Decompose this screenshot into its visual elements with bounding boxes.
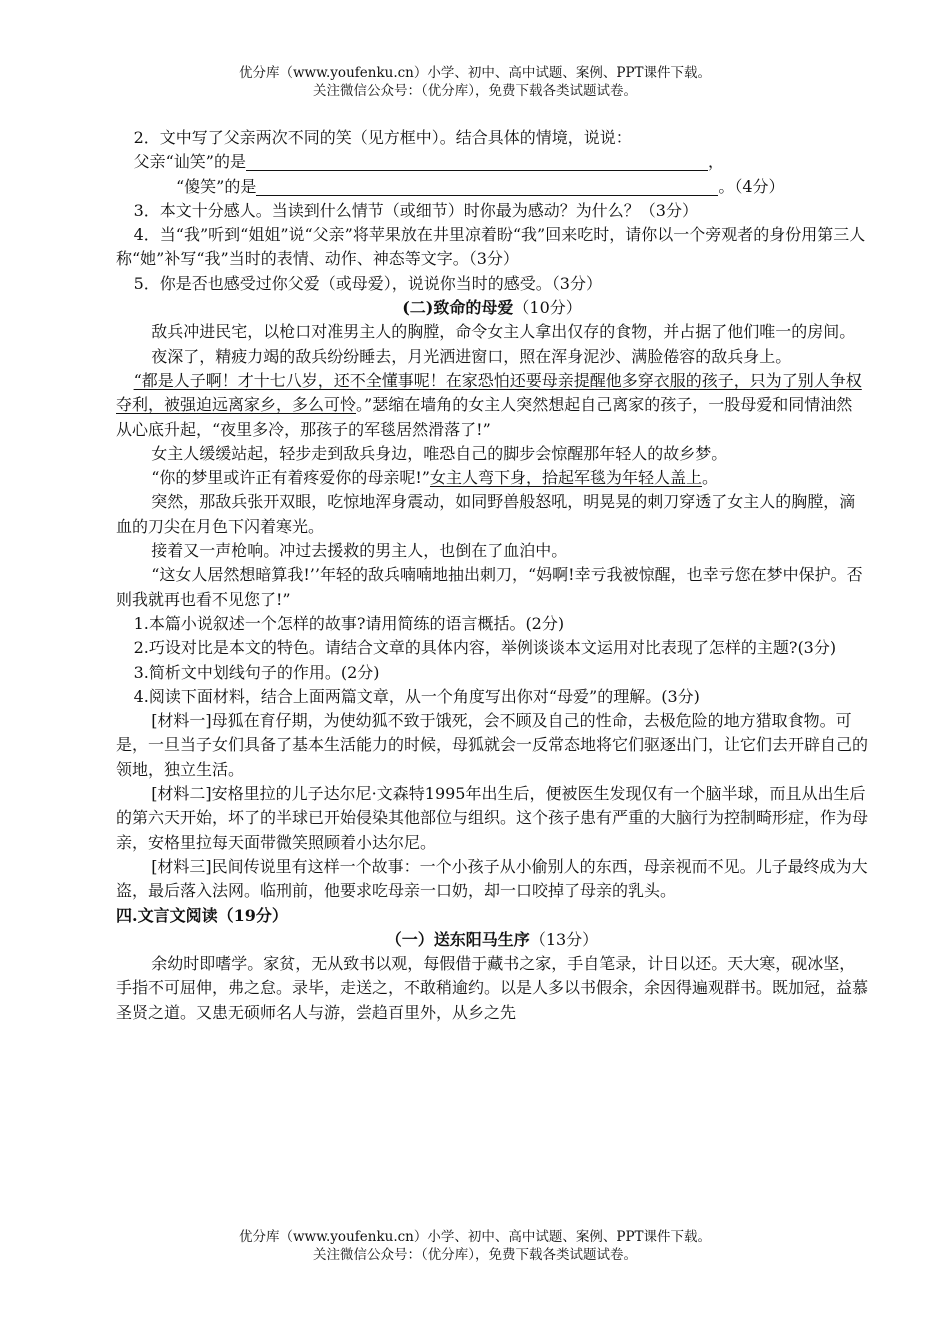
story-paragraph-7: 接着又一声枪响。冲过去援救的男主人，也倒在了血泊中。: [151, 541, 568, 561]
material-2: [材料二]安格里拉的儿子达尔尼·文森特1995年出生后，便被医生发现仅有一个脑半球，而且从出生后的第六天开始，坏了的半球已开始侵染其他部位与组织。这个孩子患有严重的大脑行为控制畸形症，作为母亲，安格里拉每天面带微笑照顾着小达尔尼。: [116, 784, 869, 852]
section-heading-4: 四.文言文阅读（19分）: [116, 905, 288, 925]
material-1: [材料一]母狐在育仔期，为使幼狐不致于饿死，会不顾及自己的性命，去极危险的地方猎取食物。可是，一旦当子女们具备了基本生活能力的时候，母狐就会一反常态地将它们驱逐出门，让它们去开辟自己的领地，独立生活。: [116, 711, 869, 779]
question-2b-row: [116, 175, 868, 199]
story-paragraph-1: 敌兵冲进民宅，以枪口对准男主人的胸膛，命令女主人拿出仅存的食物，并占据了他们唯一的房间。: [151, 322, 856, 342]
section-title-2: [116, 296, 868, 320]
answer-blank-2a[interactable]: [246, 152, 708, 171]
question-4: 4．当“我”听到“姐姐”说“父亲”将苹果放在井里凉着盼“我”回来吃时，请你以一个旁观者的身份用第三人称“她”补写“我”当时的表情、动作、神态等文字。（3分）: [116, 225, 866, 269]
story-paragraph-6: 突然，那敌兵张开双眼，吃惊地浑身震动，如同野兽般怒吼，明晃晃的刺刀穿透了女主人的胸膛，滴血的刀尖在月色下闪着寒光。: [116, 492, 856, 536]
header-line-2: 关注微信公众号：（优分库），免费下载各类试题试卷。: [313, 83, 637, 99]
section-title-classical-text: （一）送东阳马生序: [385, 929, 530, 949]
story-question-3: 3.简析文中划线句子的作用。(2分): [133, 662, 380, 682]
story-paragraph-4: 女主人缓缓站起，轻步走到敌兵身边，唯恐自己的脚步会惊醒那年轻人的故乡梦。: [151, 443, 728, 463]
document-body: [116, 126, 868, 1025]
footer-line-1: 优分库（www.youfenku.cn）小学、初中、高中试题、案例、PPT课件下载。: [238, 1229, 712, 1245]
section-title-classical-score: （13分）: [529, 929, 599, 949]
classical-paragraph-1: 余幼时即嗜学。家贫，无从致书以观，每假借于藏书之家，手自笔录，计日以还。天大寒，砚冰坚，手指不可屈伸，弗之怠。录毕，走送之，不敢稍逾约。以是人多以书假余，余因得遍观群书。既加冠，益慕圣贤之道。又患无硕师名人与游，尝趋百里外，从乡之先: [116, 954, 869, 1022]
story-paragraph-5: [116, 466, 868, 490]
story-paragraph-8: “这女人居然想暗算我!’’年轻的敌兵喃喃地抽出刺刀，“妈啊!幸亏我被惊醒，也幸亏您在梦中保护。否则我就再也看不见您了!”: [116, 565, 863, 609]
question-2b-label: “傻笑”的是: [176, 176, 257, 196]
story-paragraph-2: 夜深了，精疲力竭的敌兵纷纷睡去，月光洒进窗口，照在浑身泥沙、满脸倦容的敌兵身上。: [151, 346, 792, 366]
answer-blank-2b[interactable]: [256, 177, 718, 196]
underlined-sentence-2: 女主人弯下身，拾起军毯为年轻人盖上: [429, 468, 702, 488]
question-2a-row: [116, 150, 868, 174]
page-header: [0, 64, 950, 100]
page-footer: [0, 1228, 950, 1264]
story-paragraph-5-end: 。: [702, 468, 719, 488]
question-2a-label: 父亲“讪笑”的是: [133, 152, 246, 172]
question-2: 2．文中写了父亲两次不同的笑（见方框中）。结合具体的情境，说说：: [133, 128, 632, 147]
section-title-2-score: （10分）: [513, 298, 582, 318]
story-question-2: 2.巧设对比是本文的特色。请结合文章的具体内容，举例谈谈本文运用对比表现了怎样的主题?(3分): [133, 638, 837, 658]
story-paragraph-3-rest: 。”瑟缩在墙角的女主人突然想起自己离家的孩子，一股母爱和同情油然从心底升起，“夜里多冷，那孩子的军毯居然滑落了!”: [116, 395, 853, 439]
story-question-4: 4.阅读下面材料，结合上面两篇文章，从一个角度写出你对“母爱”的理解。(3分): [133, 686, 700, 706]
underlined-sentence-1: “都是人子啊！才十七八岁，还不全懂事呢！在家恐怕还要母亲提醒他多穿衣服的孩子，只为了别人争权夺利，被强迫远离家乡，多么可怜: [116, 370, 862, 415]
question-5: 5．你是否也感受过你父爱（或母爱），说说你当时的感受。（3分）: [133, 273, 602, 293]
story-question-1: 1.本篇小说叙述一个怎样的故事?请用简练的语言概括。(2分): [133, 613, 565, 633]
question-2b-end: 。（4分）: [718, 176, 785, 196]
story-paragraph-3: [116, 369, 868, 442]
section-title-2-text: (二)致命的母爱: [402, 298, 514, 318]
header-line-1: 优分库（www.youfenku.cn）小学、初中、高中试题、案例、PPT课件下载。: [238, 65, 712, 81]
question-2a-end: ，: [707, 152, 724, 172]
footer-line-2: 关注微信公众号：（优分库），免费下载各类试题试卷。: [313, 1247, 637, 1263]
question-3: 3．本文十分感人。当读到什么情节（或细节）时你最为感动？为什么？（3分）: [133, 200, 698, 220]
story-paragraph-5-start: “你的梦里或许正有着疼爱你的母亲呢!”: [151, 468, 430, 488]
material-3: [材料三]民间传说里有这样一个故事：一个小孩子从小偷别人的东西，母亲视而不见。儿子最终成为大盗，最后落入法网。临刑前，他要求吃母亲一口奶，却一口咬掉了母亲的乳头。: [116, 856, 868, 901]
section-title-classical: [116, 928, 868, 952]
